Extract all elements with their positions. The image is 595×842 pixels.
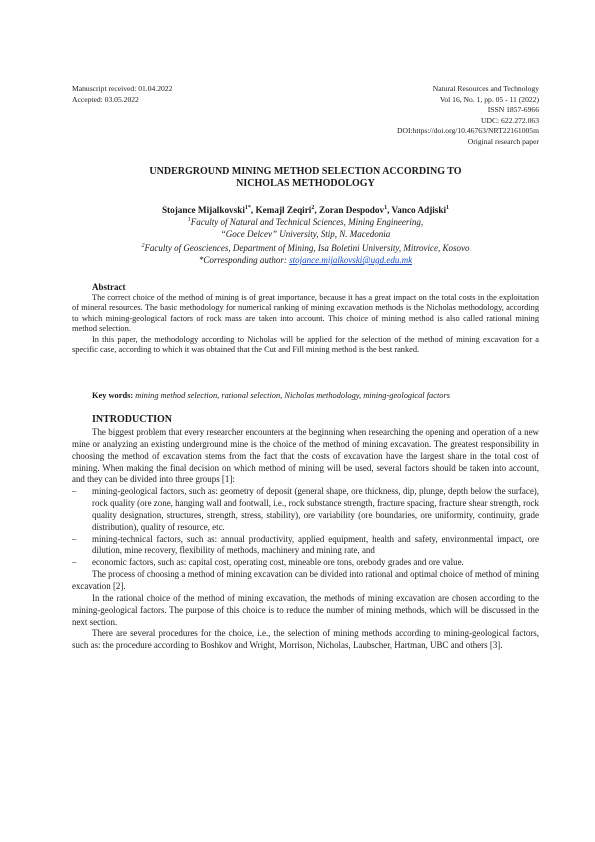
author-affil-mark: 1 — [446, 205, 450, 211]
keywords-label: Key words: — [92, 391, 134, 400]
body-paragraph: There are several procedures for the choice, i.e., the selection of mining methods according to mining-geological factors, such as: the procedure according to Boshkov and Wright, Morrison, Nicholas, Laubscher, Hartman, UBC and others [3]. — [72, 628, 539, 651]
journal-udc: UDC: 622.272.063 — [480, 115, 539, 125]
affiliation-1-cont: “Goce Delcev” University, Stip, N. Macedonia — [220, 229, 391, 239]
dash-bullet: – — [72, 557, 77, 568]
list-item-text: mining-technical factors, such as: annual productivity, applied equipment, health and safety, environmental impact, ore dilution, mine recovery, flexibility of methods, machinery and mining rate, and — [92, 533, 539, 556]
list-item — [72, 557, 539, 569]
abstract-paragraph: The correct choice of the method of mining is of great importance, because it has a great impact on the total costs in the exploitation of mineral resources. The basic methodology for numerical ranking of mining excavation methods is the Nicholas methodology, according to which mining-geological factors of rock mass are taken into account. This choice of mining method is also called rational mining method selection. — [72, 293, 539, 334]
journal-info — [397, 84, 539, 148]
journal-volume: Vol 16, No. 1, pp. 05 - 11 (2022) — [439, 94, 539, 104]
list-item-text: mining-geological factors, such as: geometry of deposit (general shape, ore thickness, dip, plunge, depth below the surface), rock quality (ore zone, hanging wall and footwall, i.e., rock substance strength, fracture spacing, fracture shear strength, rock quality designation, structures, strength, stress, stability), ore variability (ore boundaries, ore uniformity, continuity, grade distribution), quality of resource, etc. — [92, 486, 539, 532]
title-line: UNDERGROUND MINING METHOD SELECTION ACCORDING TO — [149, 166, 462, 177]
section-heading: INTRODUCTION — [92, 414, 173, 425]
manuscript-dates — [72, 84, 172, 105]
list-item — [72, 486, 539, 533]
introduction-body — [72, 427, 539, 652]
accepted-date: Accepted: 03.05.2022 — [72, 94, 139, 104]
corresponding-label: *Corresponding author: — [198, 255, 290, 265]
abstract — [72, 293, 539, 356]
abstract-heading: Abstract — [92, 282, 126, 292]
corresponding-author — [72, 254, 539, 266]
affiliation-text: Faculty of Natural and Technical Sciences, Mining Engineering, — [190, 217, 424, 227]
journal-name: Natural Resources and Technology — [432, 84, 539, 93]
abstract-paragraph: In this paper, the methodology according to Nicholas will be applied for the selection of the method of mining excavation for a specific case, according to which it was obtained that the Cut and Fill mining method is the best ranked. — [72, 334, 539, 355]
dash-bullet: – — [72, 533, 77, 544]
keywords-text: mining method selection, rational selection, Nicholas methodology, mining-geological factors — [133, 391, 450, 400]
affiliation-1 — [72, 214, 539, 228]
affiliations — [72, 214, 539, 266]
journal-doi: DOI:https://doi.org/10.46763/NRT22161005m — [396, 126, 539, 136]
factor-list — [72, 486, 539, 569]
affiliation-2 — [72, 240, 539, 254]
affiliation-text: Faculty of Geosciences, Department of Mining, Isa Boletini University, Mitrovice, Kosovo — [144, 243, 470, 253]
author-name: , Kemajl Zeqiri — [250, 205, 312, 216]
keywords — [72, 390, 539, 401]
paper-title — [72, 166, 539, 191]
author-affil-mark: 1 — [384, 205, 388, 211]
journal-issn: ISSN 1857-6966 — [487, 105, 539, 115]
affil-mark: 1 — [187, 217, 191, 223]
body-paragraph: The process of choosing a method of mining excavation can be divided into rational and optimal choice of method of mining excavation [2]. — [72, 569, 539, 591]
dash-bullet: – — [72, 486, 77, 497]
affil-mark: 2 — [141, 243, 145, 249]
body-paragraph: The biggest problem that every researcher encounters at the beginning when researching the opening and operation of a new mine or analyzing an existing underground mine is the choice of the method of mining excavation. The greatest responsibility in choosing the method of excavation stems from the fact that the costs of excavation have the largest share in the total cost of mining. When making the final decision on which method of mining will be used, several factors should be taken into account, and they can be divided into three groups [1]: — [72, 427, 539, 485]
received-date: Manuscript received: 01.04.2022 — [72, 84, 173, 93]
body-paragraph: In the rational choice of the method of mining excavation, the methods of mining excavation are chosen according to the mining-geological factors. The purpose of this choice is to reduce the number of mining methods, which will be discussed in the next section. — [72, 592, 539, 627]
title-line: NICHOLAS METHODOLOGY — [236, 178, 375, 190]
author-name: , Zoran Despodov — [314, 205, 385, 216]
author-affil-mark: 2 — [311, 205, 315, 211]
email-link[interactable]: stojance.mijalkovski@ugd.edu.mk — [289, 255, 413, 265]
author-affil-mark: 1* — [244, 205, 251, 211]
paper-type: Original research paper — [467, 136, 539, 146]
list-item-text: economic factors, such as: capital cost, operating cost, mineable ore tons, orebody grades and ore value. — [92, 557, 464, 568]
list-item — [72, 534, 539, 558]
author-name: , Vanco Adjiski — [387, 205, 447, 216]
author-name: Stojance Mijalkovski — [161, 205, 245, 216]
